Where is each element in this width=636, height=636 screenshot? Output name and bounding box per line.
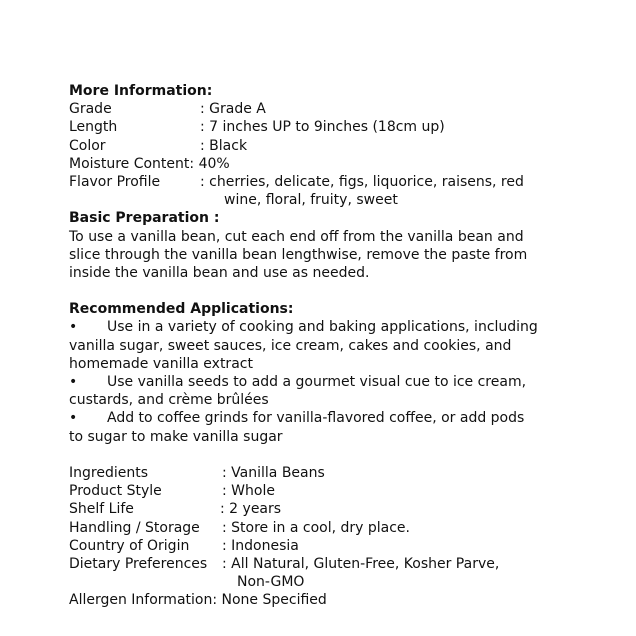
info-value: 40% — [198, 155, 230, 172]
application-bullet — [69, 409, 589, 427]
separator: : — [222, 519, 232, 536]
detail-value: None Specified — [221, 592, 327, 609]
detail-row-shelf-life — [69, 500, 589, 518]
info-row-color — [69, 137, 589, 155]
separator: : — [200, 119, 210, 136]
detail-row-country — [69, 537, 589, 555]
preparation-heading: Basic Preparation : — [69, 210, 220, 227]
detail-label: Shelf Life — [69, 501, 134, 518]
detail-row-dietary — [69, 555, 589, 573]
product-info-sheet — [69, 82, 589, 609]
application-text: Use vanilla seeds to add a gourmet visual cue to ice cream, — [107, 374, 527, 390]
detail-label: Handling / Storage — [69, 519, 200, 536]
application-text-continued: homemade vanilla extract — [69, 355, 253, 372]
bullet-icon: • — [69, 410, 78, 427]
detail-value: Vanilla Beans — [231, 464, 325, 481]
separator: : — [200, 173, 210, 190]
application-text-continued: vanilla sugar, sweet sauces, ice cream, cakes and cookies, and — [69, 337, 512, 354]
detail-row-ingredients — [69, 464, 589, 482]
info-row-moisture — [69, 155, 589, 173]
info-row-grade — [69, 100, 589, 118]
more-info-heading: More Information: — [69, 83, 213, 99]
separator: : — [200, 101, 210, 118]
detail-value: Indonesia — [231, 537, 299, 554]
info-value: cherries, delicate, figs, liquorice, raisens, red — [209, 173, 524, 190]
application-bullet — [69, 373, 589, 391]
spacer — [69, 282, 589, 300]
preparation-line: To use a vanilla bean, cut each end off from the vanilla bean and — [69, 228, 524, 245]
info-value: Grade A — [209, 101, 266, 118]
application-text-continued: custards, and crème brûlées — [69, 392, 269, 409]
separator: : — [200, 137, 210, 154]
detail-value: Store in a cool, dry place. — [231, 519, 410, 536]
info-label: Color — [69, 137, 106, 154]
detail-value-continued: Non-GMO — [237, 574, 305, 591]
application-bullet — [69, 318, 589, 336]
info-label: Length — [69, 119, 118, 136]
application-text: Use in a variety of cooking and baking applications, including — [107, 319, 538, 336]
info-value: 7 inches UP to 9inches (18cm up) — [209, 119, 445, 136]
detail-value: 2 years — [229, 501, 282, 518]
preparation-line: slice through the vanilla bean lengthwise, remove the paste from — [69, 246, 528, 263]
application-text: Add to coffee grinds for vanilla-flavored coffee, or add pods — [107, 410, 525, 427]
detail-row-product-style — [69, 482, 589, 500]
detail-value: Whole — [231, 483, 275, 500]
detail-label: Product Style — [69, 483, 162, 500]
detail-label: Dietary Preferences — [69, 555, 208, 572]
detail-label: Country of Origin — [69, 537, 190, 554]
bullet-icon: • — [69, 319, 78, 336]
application-text-continued: to sugar to make vanilla sugar — [69, 428, 283, 445]
detail-value: All Natural, Gluten-Free, Kosher Parve, — [231, 555, 500, 572]
spacer — [69, 446, 589, 464]
info-value: Black — [209, 137, 248, 154]
preparation-line: inside the vanilla bean and use as needed. — [69, 264, 370, 281]
separator: : — [189, 155, 199, 172]
preparation-text — [69, 228, 589, 283]
info-value-continued: wine, floral, fruity, sweet — [224, 192, 398, 209]
applications-heading: Recommended Applications: — [69, 301, 294, 318]
detail-label: Allergen Information — [69, 592, 213, 609]
info-label: Moisture Content — [69, 155, 190, 172]
separator: : — [220, 501, 230, 518]
info-row-length — [69, 118, 589, 136]
detail-row-allergen — [69, 591, 589, 609]
bullet-icon: • — [69, 374, 78, 390]
separator: : — [222, 537, 232, 554]
separator: : — [222, 483, 232, 500]
info-row-flavor — [69, 173, 589, 191]
detail-label: Ingredients — [69, 464, 148, 481]
separator: : — [212, 592, 222, 609]
detail-row-handling — [69, 519, 589, 537]
info-label: Grade — [69, 101, 112, 118]
separator: : — [222, 555, 232, 572]
separator: : — [222, 464, 232, 481]
info-label: Flavor Profile — [69, 173, 161, 190]
